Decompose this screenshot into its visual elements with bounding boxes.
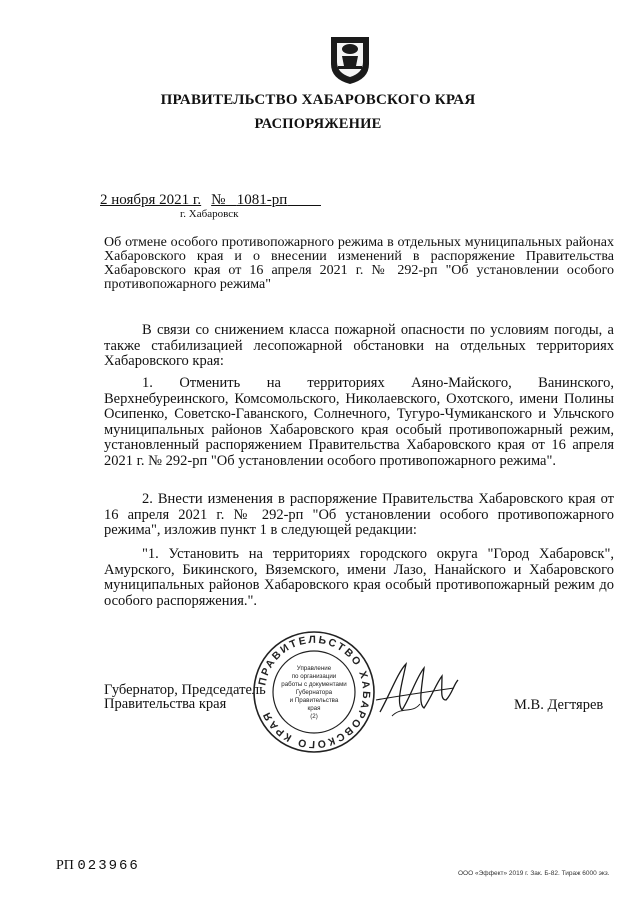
seal-center-line-3: работы с документами <box>281 681 347 688</box>
city: г. Хабаровск <box>180 208 239 220</box>
preamble-paragraph: В связи со снижением класса пожарной опасности по условиям погоды, а также стабилизацией лесопожарной обстановки на отдельных территориях Хабаровского края: <box>104 322 614 369</box>
printer-info: ООО «Эффект» 2019 г. Зак. Б-82. Тираж 6000 экз. <box>458 870 610 877</box>
document-date: 2 ноября 2021 г. <box>100 192 202 208</box>
signatory-position <box>104 683 266 711</box>
document-number: 1081-рп <box>236 192 288 208</box>
seal-center-line-5: и Правительства <box>289 697 339 704</box>
item-2-paragraph: 2. Внести изменения в распоряжение Правительства Хабаровского края от 16 апреля 2021 г. № 292-рп "Об установлении особого противопожарного режима", изложив пункт 1 в следующей редакции: <box>104 491 614 538</box>
serial-prefix: РП <box>56 858 74 873</box>
number-sign: № <box>211 192 226 208</box>
seal-ring-text: ПРАВИТЕЛЬСТВО ХАБАРОВСКОГО КРАЯ <box>256 633 373 751</box>
form-serial <box>56 858 140 874</box>
serial-number: 023966 <box>77 858 140 874</box>
seal-center-line-1: Управление <box>296 665 332 672</box>
position-line-1: Губернатор, Председатель <box>104 682 266 698</box>
signatory-name: М.В. Дегтярев <box>514 697 604 713</box>
document-type: РАСПОРЯЖЕНИЕ <box>254 116 382 132</box>
organization-title: ПРАВИТЕЛЬСТВО ХАБАРОВСКОГО КРАЯ <box>160 92 476 108</box>
seal-center-line-4: Губернатора <box>295 689 333 696</box>
item-2-quote-paragraph: "1. Установить на территориях городского округа "Город Хабаровск", Амурского, Бикинского, Вяземского, имени Лазо, Нанайского и Хабаровского муниципальных районов Хабаровского края особый противопожарный режим до особого распоряжения.". <box>104 546 614 609</box>
registration-line <box>100 192 321 209</box>
item-1-paragraph: 1. Отменить на территориях Аяно-Майского, Ванинского, Верхнебуреинского, Комсомольского, Николаевского, Охотского, имени Полины Осипенко, Советско-Гаванского, Солнечного, Тугуро-Чумиканского и Ульчского муниципальных районов Хабаровского края особый противопожарный режим, установленный распоряжением Правительства Хабаровского края от 16 апреля 2021 г. № 292-рп "Об установлении особого противопожарного режима". <box>104 375 614 469</box>
document-subject: Об отмене особого противопожарного режима в отдельных муниципальных районах Хабаровского края и о внесении изменений в распоряжение Правительства Хабаровского края от 16 апреля 2021 г. № 292-рп "Об установлении особого противопожарного режима" <box>104 235 614 292</box>
seal-center-line-6: края <box>307 705 321 712</box>
official-seal <box>252 630 376 754</box>
position-line-2: Правительства края <box>104 696 227 712</box>
coat-of-arms-icon <box>328 34 372 86</box>
seal-center-line-7: (2) <box>310 713 318 720</box>
handwritten-signature <box>372 654 462 724</box>
seal-center-line-2: по организации <box>291 673 337 680</box>
